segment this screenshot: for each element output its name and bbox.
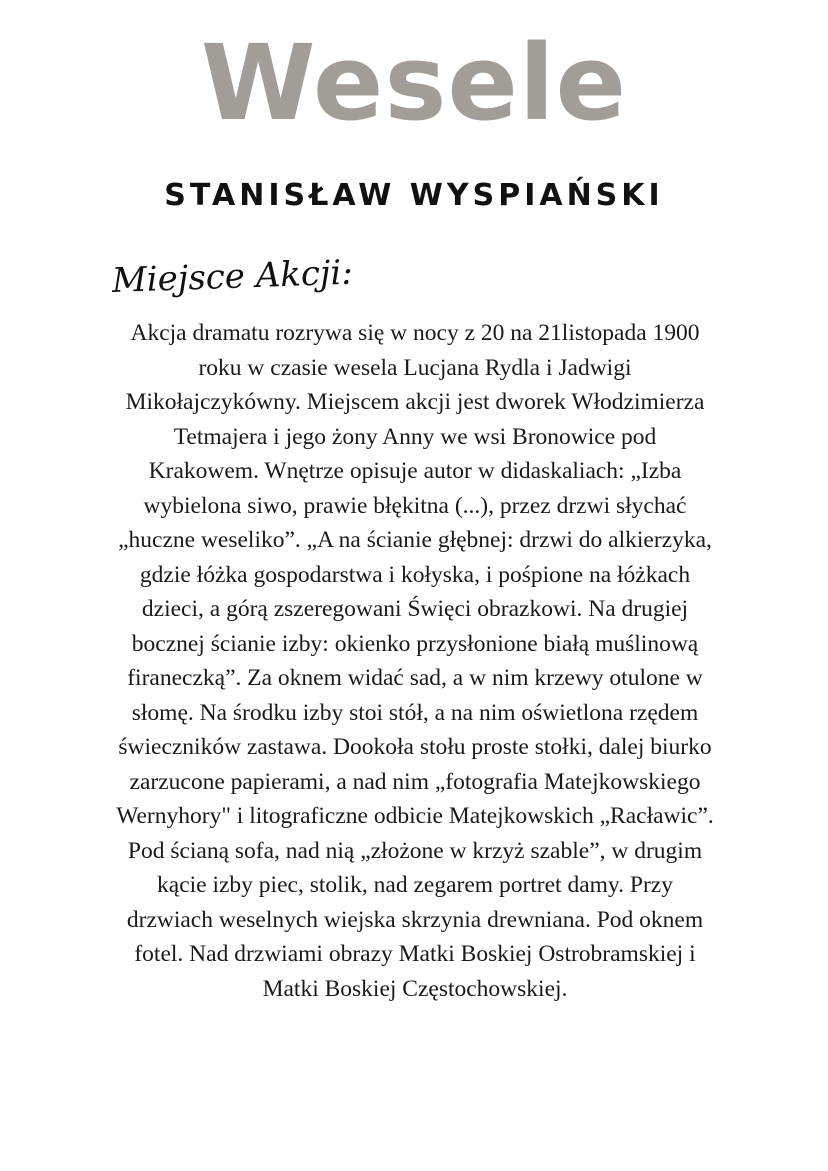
- text-line: Wernyhory" i litograficzne odbicie Matejkowskich „Racławic”.: [116, 803, 714, 829]
- text-line: Matki Boskiej Częstochowskiej.: [262, 975, 568, 1002]
- text-line: wybielona siwo, prawie błękitna (...), przez drzwi słychać: [143, 492, 687, 519]
- text-line: „huczne weseliko”. „A na ścianie głębnej: drzwi do alkierzyka,: [118, 527, 712, 553]
- text-line: Pod ścianą sofa, nad nią „złożone w krzyż szable”, w drugim: [127, 837, 703, 864]
- author-name: STANISŁAW WYSPIAŃSKI: [164, 178, 664, 213]
- document-title: Wesele: [200, 22, 628, 144]
- body-paragraph: [60, 316, 770, 1006]
- text-line: gdzie łóżka gospodarstwa i kołyska, i pośpione na łóżkach: [139, 561, 691, 588]
- text-line: zarzucone papierami, a nad nim „fotografia Matejkowskiego: [129, 768, 701, 795]
- text-line: Krakowem. Wnętrze opisuje autor w didaskaliach: „Izba: [148, 458, 682, 484]
- section-heading: Miejsce Akcji:: [111, 252, 354, 301]
- text-line: bocznej ścianie izby: okienko przysłonione białą muślinową: [131, 630, 699, 657]
- text-line: roku w czasie wesela Lucjana Rydla i Jadwigi: [198, 354, 632, 381]
- text-line: Akcja dramatu rozrywa się w nocy z 20 na 21listopada 1900: [130, 320, 700, 346]
- text-line: firaneczką”. Za oknem widać sad, a w nim krzewy otulone w: [127, 665, 703, 691]
- text-line: Tetmajera i jego żony Anny we wsi Bronowice pod: [173, 423, 657, 450]
- text-line: Mikołajczykówny. Miejscem akcji jest dworek Włodzimierza: [125, 389, 705, 415]
- text-line: słomę. Na środku izby stoi stół, a na nim oświetlona rzędem: [131, 699, 699, 726]
- text-line: drzwiach weselnych wiejska skrzynia drewniana. Pod oknem: [126, 906, 704, 933]
- text-line: kącie izby piec, stolik, nad zegarem portret damy. Przy: [157, 872, 673, 898]
- text-line: fotel. Nad drzwiami obrazy Matki Boskiej Ostrobramskiej i: [134, 941, 696, 967]
- text-line: dzieci, a górą zszeregowani Święci obrazkowi. Na drugiej: [141, 596, 689, 622]
- text-line: świeczników zastawa. Dookoła stołu proste stołki, dalej biurko: [118, 734, 712, 760]
